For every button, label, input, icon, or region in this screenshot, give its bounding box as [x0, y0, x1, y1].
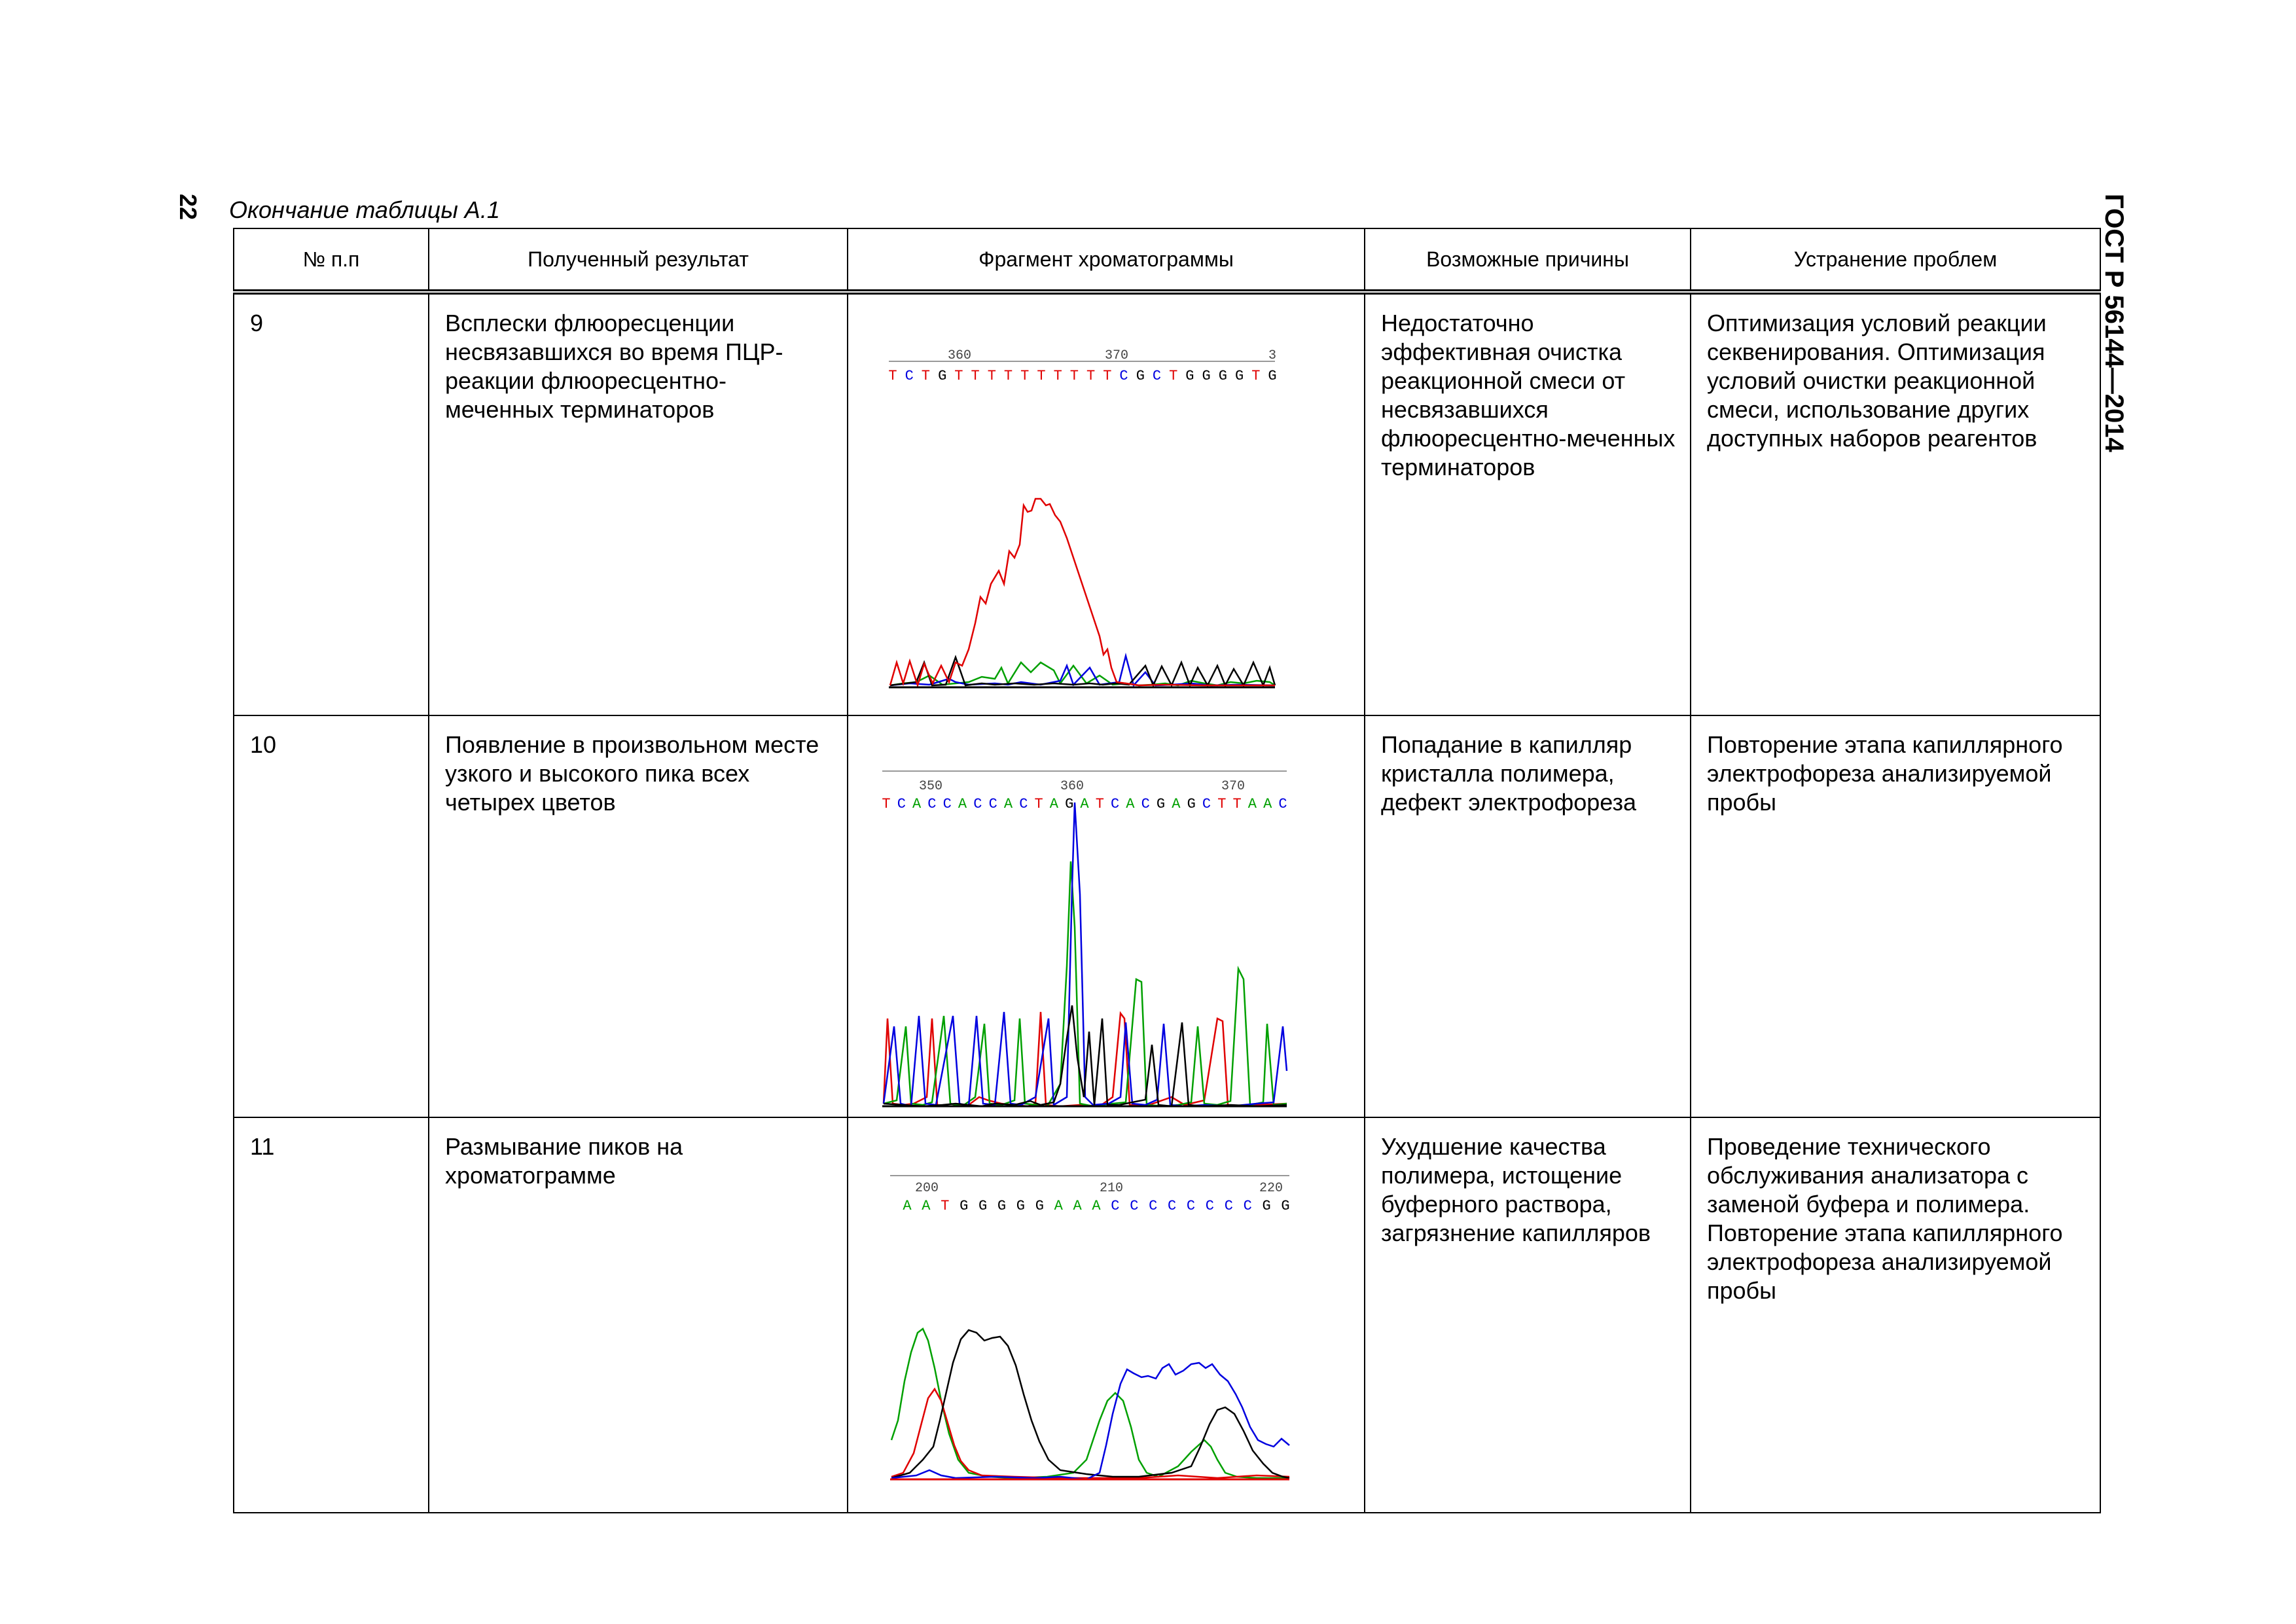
table-header-row [234, 228, 2100, 292]
page-number: 22 [175, 194, 202, 221]
base-call-letter: A [1263, 796, 1272, 812]
row-number: 11 [234, 1117, 429, 1513]
row-fix: Оптимизация условий реакции секвенирования. Оптимизация условий очистки реакционной смеси, использование других доступных наборов реагентов [1691, 292, 2100, 715]
trace-blue-c [891, 1363, 1289, 1479]
base-call-letter: G [1202, 368, 1211, 384]
chromatogram-tick-label: 210 [1100, 1181, 1124, 1196]
chromatogram-tick-label: 360 [948, 348, 972, 363]
base-call-letter: T [1169, 368, 1178, 384]
base-call-letter: C [1202, 796, 1211, 812]
base-call-letter: A [1092, 1198, 1101, 1214]
base-call-letter: T [921, 368, 931, 384]
base-calls [882, 796, 1287, 812]
base-call-letter: C [1278, 796, 1287, 812]
header-chart: Фрагмент хроматограммы [848, 228, 1365, 292]
chromatogram-tick-label: 3 [1268, 348, 1277, 363]
base-call-letter: C [1110, 796, 1120, 812]
base-call-letter: A [1126, 796, 1135, 812]
base-call-letter: G [1234, 368, 1244, 384]
base-call-letter: G [1016, 1198, 1026, 1214]
chromatogram-fragment [864, 1132, 1381, 1512]
chromatogram-tick-label: 360 [1060, 779, 1085, 794]
base-call-letter: T [1053, 368, 1062, 384]
row-fix: Повторение этапа капиллярного электрофореза анализируемой пробы [1691, 715, 2100, 1117]
trace-green-a [891, 1329, 1289, 1478]
table-row [234, 1117, 2100, 1513]
standard-designation: ГОСТ Р 56144—2014 [2100, 194, 2128, 452]
base-call-letter: T [987, 368, 996, 384]
base-call-letter: G [1218, 368, 1227, 384]
table-caption: Окончание таблицы А.1 [229, 196, 500, 223]
fluorescence-traces [891, 1329, 1289, 1479]
chromatogram-cell [848, 292, 1365, 715]
header-result: Полученный результат [429, 228, 848, 292]
chromatogram-tick-label: 220 [1259, 1181, 1283, 1196]
base-call-letter: C [973, 796, 982, 812]
chromatogram-cell [848, 1117, 1365, 1513]
base-call-letter: T [1086, 368, 1096, 384]
row-fix: Проведение технического обслуживания анализатора с заменой буфера и полимера. Повторение этапа капиллярного электрофореза анализируемой пробы [1691, 1117, 2100, 1513]
base-call-letter: T [954, 368, 963, 384]
chromatogram-fragment [864, 309, 1381, 715]
header-num: № п.п [234, 228, 429, 292]
base-call-letter: A [1080, 796, 1089, 812]
base-call-letter: G [938, 368, 947, 384]
base-call-letter: G [1156, 796, 1166, 812]
base-call-letter: G [1065, 796, 1074, 812]
row-causes: Ухудшение качества полимера, истощение буферного раствора, загрязнение капилляров [1365, 1117, 1691, 1513]
base-call-letter: G [1268, 368, 1277, 384]
row-causes: Попадание в капилляр кристалла полимера, дефект электрофореза [1365, 715, 1691, 1117]
base-call-letter: G [997, 1198, 1007, 1214]
base-calls [903, 1198, 1289, 1214]
base-call-letter: G [960, 1198, 969, 1214]
base-call-letter: C [1149, 1198, 1158, 1214]
row-number: 9 [234, 292, 429, 715]
base-call-letter: T [882, 796, 891, 812]
base-call-letter: C [988, 796, 997, 812]
chromatogram-tick-label: 370 [1105, 348, 1129, 363]
base-call-letter: T [1037, 368, 1046, 384]
base-call-letter: T [941, 1198, 950, 1214]
base-call-letter: C [1186, 1198, 1196, 1214]
base-call-letter: T [1217, 796, 1227, 812]
base-call-letter: A [1247, 796, 1257, 812]
base-call-letter: A [912, 796, 922, 812]
base-call-letter: C [1141, 796, 1150, 812]
base-call-letter: C [1167, 1198, 1177, 1214]
base-call-letter: T [1069, 368, 1079, 384]
base-call-letter: G [1185, 368, 1194, 384]
troubleshooting-table [233, 228, 2101, 1513]
base-call-letter: A [1073, 1198, 1082, 1214]
base-call-letter: G [1136, 368, 1145, 384]
base-call-letter: A [1003, 796, 1013, 812]
chromatogram-fragment [864, 731, 1381, 1117]
chromatogram-tick-label: 200 [915, 1181, 939, 1196]
base-call-letter: A [1172, 796, 1181, 812]
header-fix: Устранение проблем [1691, 228, 2100, 292]
chromatogram-tick-label: 370 [1221, 779, 1246, 794]
row-causes: Недостаточно эффективная очистка реакционной смеси от несвязавшихся флюоресцентно-меченных терминаторов [1365, 292, 1691, 715]
fluorescence-traces [884, 803, 1287, 1106]
base-call-letter: G [978, 1198, 988, 1214]
base-call-letter: C [1205, 1198, 1215, 1214]
row-result: Появление в произвольном месте узкого и высокого пика всех четырех цветов [429, 715, 848, 1117]
base-call-letter: A [1054, 1198, 1063, 1214]
base-call-letter: A [903, 1198, 912, 1214]
chromatogram-tick-label: 350 [919, 779, 943, 794]
base-call-letter: C [942, 796, 952, 812]
table-row [234, 715, 2100, 1117]
chromatogram-cell [848, 715, 1365, 1117]
base-call-letter: C [1119, 368, 1128, 384]
header-causes: Возможные причины [1365, 228, 1691, 292]
base-call-letter: T [1020, 368, 1030, 384]
trace-black-g [891, 1330, 1289, 1478]
base-call-letter: T [1251, 368, 1261, 384]
base-call-letter: A [958, 796, 967, 812]
trace-blue-c [884, 803, 1287, 1106]
base-calls [888, 368, 1276, 384]
base-call-letter: C [1152, 368, 1162, 384]
trace-red-t [890, 499, 1275, 685]
row-number: 10 [234, 715, 429, 1117]
base-call-letter: T [888, 368, 897, 384]
trace-red-t [891, 1389, 1289, 1478]
base-call-letter: T [1232, 796, 1242, 812]
base-call-letter: T [1103, 368, 1112, 384]
row-result: Всплески флюоресценции несвязавшихся во время ПЦР-реакции флюоресцентно-меченных терминаторов [429, 292, 848, 715]
base-call-letter: T [1003, 368, 1013, 384]
fluorescence-traces [890, 499, 1275, 685]
base-call-letter: T [971, 368, 980, 384]
base-call-letter: T [1095, 796, 1104, 812]
base-call-letter: C [1019, 796, 1028, 812]
base-call-letter: C [897, 796, 906, 812]
base-call-letter: C [1243, 1198, 1252, 1214]
base-call-letter: G [1035, 1198, 1044, 1214]
base-call-letter: C [1130, 1198, 1139, 1214]
base-call-letter: A [1049, 796, 1059, 812]
table-row [234, 292, 2100, 715]
base-call-letter: G [1281, 1198, 1290, 1214]
base-call-letter: C [927, 796, 937, 812]
base-call-letter: T [1034, 796, 1043, 812]
base-call-letter: A [922, 1198, 931, 1214]
row-result: Размывание пиков на хроматограмме [429, 1117, 848, 1513]
base-call-letter: C [905, 368, 914, 384]
base-call-letter: C [1111, 1198, 1120, 1214]
base-call-letter: G [1187, 796, 1196, 812]
base-call-letter: G [1262, 1198, 1271, 1214]
base-call-letter: C [1224, 1198, 1233, 1214]
